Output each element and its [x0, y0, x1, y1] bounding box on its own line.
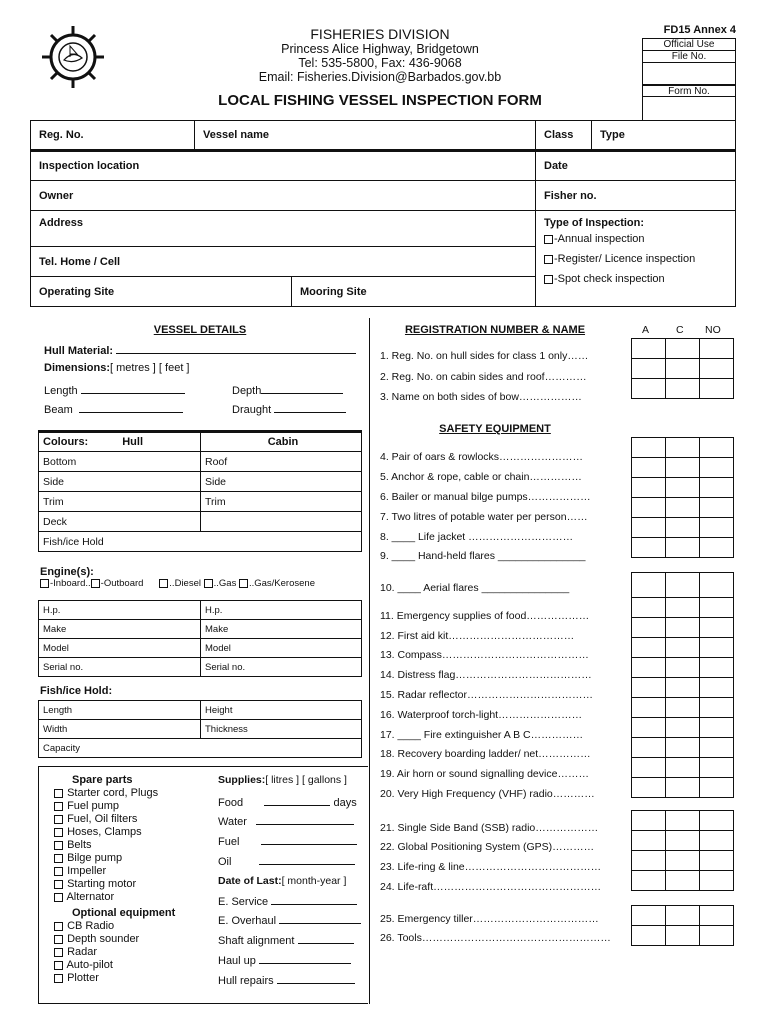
inspection-location-field[interactable]: Inspection location — [31, 151, 536, 181]
checklist-item: 3. Name on both sides of bow……………… — [380, 391, 582, 403]
engine2-hp-field[interactable]: H.p. — [201, 601, 362, 620]
safety-check-grid-3[interactable] — [631, 810, 734, 891]
shaft-row[interactable]: Shaft alignment — [218, 934, 354, 947]
checklist-item: 5. Anchor & rope, cable or chain…………… — [380, 471, 582, 483]
dimensions-row: Dimensions:[ metres ] [ feet ] — [44, 362, 190, 374]
annual-inspection-option[interactable]: -Annual inspection — [544, 229, 735, 249]
vessel-info-table — [30, 120, 736, 307]
fish-hold-colour-field[interactable]: Fish/ice Hold — [39, 532, 362, 552]
safety-check-grid-1[interactable] — [631, 437, 734, 558]
official-use-box — [642, 38, 736, 120]
colours-table: Colours: Hull Cabin Bottom Roof Side Side Trim Trim Deck Fish/ice Hold — [38, 430, 362, 552]
vessel-details-title: VESSEL DETAILS — [153, 324, 247, 336]
checklist-item: 16. Waterproof torch-light…………………… — [380, 709, 583, 721]
hull-repairs-row[interactable]: Hull repairs — [218, 974, 355, 987]
fh-width-field[interactable]: Width — [39, 720, 201, 739]
col-no-header: NO — [705, 324, 721, 336]
spare-parts-title: Spare parts — [72, 774, 133, 786]
checklist-item: 22. Global Positioning System (GPS)………… — [380, 841, 595, 853]
checklist-item: 19. Air horn or sound signalling device……… — [380, 768, 589, 780]
checklist-item: 25. Emergency tiller……………………………… — [380, 913, 599, 925]
fisher-no-field[interactable]: Fisher no. — [536, 181, 736, 211]
spare-item[interactable]: Fuel pump — [54, 800, 175, 813]
registration-title: REGISTRATION NUMBER & NAME — [404, 324, 586, 336]
engine2-model-field[interactable]: Model — [201, 639, 362, 658]
spare-item[interactable]: Fuel, Oil filters — [54, 813, 175, 826]
overhaul-row[interactable]: E. Overhaul — [218, 914, 361, 927]
checklist-item: 26. Tools……………………………………………… — [380, 932, 611, 944]
hull-material-row[interactable]: Hull Material: — [44, 344, 356, 357]
checklist-item: 24. Life-raft………………………………………… — [380, 881, 602, 893]
checklist-item: 2. Reg. No. on cabin sides and roof………… — [380, 371, 587, 383]
safety-check-grid-2[interactable] — [631, 572, 734, 798]
service-row[interactable]: E. Service — [218, 895, 357, 908]
outboard-checkbox[interactable] — [91, 579, 100, 588]
checklist-item: 12. First aid kit……………………………… — [380, 630, 575, 642]
fisheries-logo — [40, 24, 106, 90]
optional-equipment-title: Optional equipment — [72, 907, 176, 919]
inspection-type-label: Type of Inspection: — [544, 217, 645, 229]
fh-thickness-field[interactable]: Thickness — [201, 720, 362, 739]
form-title: LOCAL FISHING VESSEL INSPECTION FORM — [218, 92, 542, 109]
checklist-item: 21. Single Side Band (SSB) radio……………… — [380, 822, 599, 834]
fh-height-field[interactable]: Height — [201, 701, 362, 720]
checklist-item: 9. ____ Hand-held flares _______________ — [380, 550, 586, 562]
tel-field[interactable]: Tel. Home / Cell — [31, 247, 536, 277]
checklist-item: 13. Compass…………………………………… — [380, 649, 589, 661]
fish-hold-table — [38, 700, 362, 758]
form-no-field[interactable] — [643, 97, 735, 119]
cabin-side-field[interactable]: Side — [201, 472, 362, 492]
division-name: FISHERIES DIVISION — [310, 26, 450, 42]
engine1-serial-field[interactable]: Serial no. — [39, 658, 201, 677]
checklist-item: 17. ____ Fire extinguisher A B C…………… — [380, 729, 584, 741]
oil-row[interactable]: Oil — [218, 855, 355, 868]
optional-item[interactable]: CB Radio — [54, 920, 175, 933]
hull-side-field[interactable]: Side — [39, 472, 201, 492]
engine2-serial-field[interactable]: Serial no. — [201, 658, 362, 677]
checklist-item: 11. Emergency supplies of food……………… — [380, 610, 590, 622]
supplies-title: Supplies:[ litres ] [ gallons ] — [218, 774, 347, 786]
checklist-item: 23. Life-ring & line………………………………… — [380, 861, 602, 873]
engine-table — [38, 600, 362, 677]
optional-item[interactable]: Auto-pilot — [54, 959, 175, 972]
register-checkbox[interactable] — [544, 255, 553, 264]
haul-row[interactable]: Haul up — [218, 954, 351, 967]
checklist-item: 14. Distress flag………………………………… — [380, 669, 592, 681]
mooring-site-field[interactable]: Mooring Site — [292, 277, 536, 307]
food-row[interactable]: Food days — [218, 797, 357, 809]
fuel-row[interactable]: Fuel — [218, 835, 357, 848]
draught-row[interactable]: Draught — [232, 403, 346, 416]
optional-item[interactable]: Radar — [54, 946, 175, 959]
diesel-checkbox[interactable] — [159, 579, 168, 588]
annex-code: FD15 Annex 4 — [663, 24, 736, 36]
date-last-label: Date of Last:[ month-year ] — [218, 875, 347, 887]
fh-capacity-field[interactable]: Capacity — [39, 739, 362, 758]
spot-inspection-option[interactable]: -Spot check inspection — [544, 269, 735, 289]
optional-item[interactable]: Depth sounder — [54, 933, 175, 946]
operating-site-field[interactable]: Operating Site — [31, 277, 292, 307]
cabin-trim-field[interactable]: Trim — [201, 492, 362, 512]
optional-item[interactable]: Plotter — [54, 972, 175, 985]
engine1-hp-field[interactable]: H.p. — [39, 601, 201, 620]
division-address: Princess Alice Highway, Bridgetown — [281, 42, 479, 56]
annual-checkbox[interactable] — [544, 235, 553, 244]
bottom-field[interactable]: Bottom — [39, 452, 201, 472]
fish-hold-label: Fish/ice Hold: — [40, 685, 113, 697]
division-phone: Tel: 535-5800, Fax: 436-9068 — [298, 56, 462, 70]
spot-checkbox[interactable] — [544, 275, 553, 284]
roof-field[interactable]: Roof — [201, 452, 362, 472]
file-no-label: File No. — [643, 51, 735, 63]
spare-item[interactable]: Bilge pump — [54, 852, 175, 865]
checklist-item: 4. Pair of oars & rowlocks…………………… — [380, 451, 584, 463]
column-divider — [369, 318, 370, 1004]
spare-item[interactable]: Belts — [54, 839, 175, 852]
register-inspection-option[interactable]: -Register/ Licence inspection — [544, 249, 735, 269]
division-email: Email: Fisheries.Division@Barbados.gov.bb — [258, 70, 502, 84]
length-row[interactable]: Length — [44, 384, 185, 397]
col-c-header: C — [676, 324, 684, 336]
vessel-name-field[interactable]: Vessel name — [195, 121, 536, 151]
owner-field[interactable]: Owner — [31, 181, 536, 211]
depth-row[interactable]: Depth — [232, 384, 343, 397]
spare-item[interactable]: Alternator — [54, 891, 175, 904]
checklist-item: 7. Two litres of potable water per person…… — [380, 511, 588, 523]
date-field[interactable]: Date — [536, 151, 736, 181]
spare-item[interactable]: Hoses, Clamps — [54, 826, 175, 839]
fh-length-field[interactable]: Length — [39, 701, 201, 720]
water-row[interactable]: Water — [218, 815, 354, 828]
checklist-item: 15. Radar reflector……………………………… — [380, 689, 593, 701]
registration-check-grid[interactable] — [631, 338, 734, 399]
gas-checkbox[interactable] — [204, 579, 213, 588]
spare-item[interactable]: Impeller — [54, 865, 175, 878]
col-a-header: A — [642, 324, 650, 336]
safety-check-grid-4[interactable] — [631, 905, 734, 946]
spare-parts-list — [54, 774, 175, 985]
official-use-label: Official Use — [643, 39, 735, 51]
address-field[interactable]: Address — [31, 211, 536, 247]
reg-no-field[interactable]: Reg. No. — [31, 121, 195, 151]
class-field[interactable]: Class — [536, 121, 592, 151]
spare-item[interactable]: Starter cord, Plugs — [54, 787, 175, 800]
deck-field[interactable]: Deck — [39, 512, 201, 532]
hull-trim-field[interactable]: Trim — [39, 492, 201, 512]
spare-item[interactable]: Starting motor — [54, 878, 175, 891]
safety-title: SAFETY EQUIPMENT — [439, 423, 551, 435]
file-no-field[interactable] — [643, 63, 735, 85]
checklist-item: 10. ____ Aerial flares _______________ — [380, 582, 570, 594]
gas-kerosene-checkbox[interactable] — [239, 579, 248, 588]
checklist-item: 18. Recovery boarding ladder/ net…………… — [380, 748, 591, 760]
checklist-item: 6. Bailer or manual bilge pumps……………… — [380, 491, 591, 503]
inboard-checkbox[interactable] — [40, 579, 49, 588]
inspection-type-cell — [536, 211, 736, 307]
engines-label: Engine(s): — [40, 566, 94, 578]
form-no-label: Form No. — [643, 85, 735, 97]
engine1-make-field[interactable]: Make — [39, 620, 201, 639]
checklist-item: 1. Reg. No. on hull sides for class 1 only…… — [380, 350, 589, 362]
engine-options: -Inboard.. -Outboard ..Diesel ..Gas ..Gas/Kerosene — [40, 578, 315, 589]
checklist-item: 8. ____ Life jacket ………………………… — [380, 531, 574, 543]
engine2-make-field[interactable]: Make — [201, 620, 362, 639]
engine1-model-field[interactable]: Model — [39, 639, 201, 658]
type-field[interactable]: Type — [592, 121, 736, 151]
checklist-item: 20. Very High Frequency (VHF) radio………… — [380, 788, 595, 800]
beam-row[interactable]: Beam — [44, 403, 183, 416]
